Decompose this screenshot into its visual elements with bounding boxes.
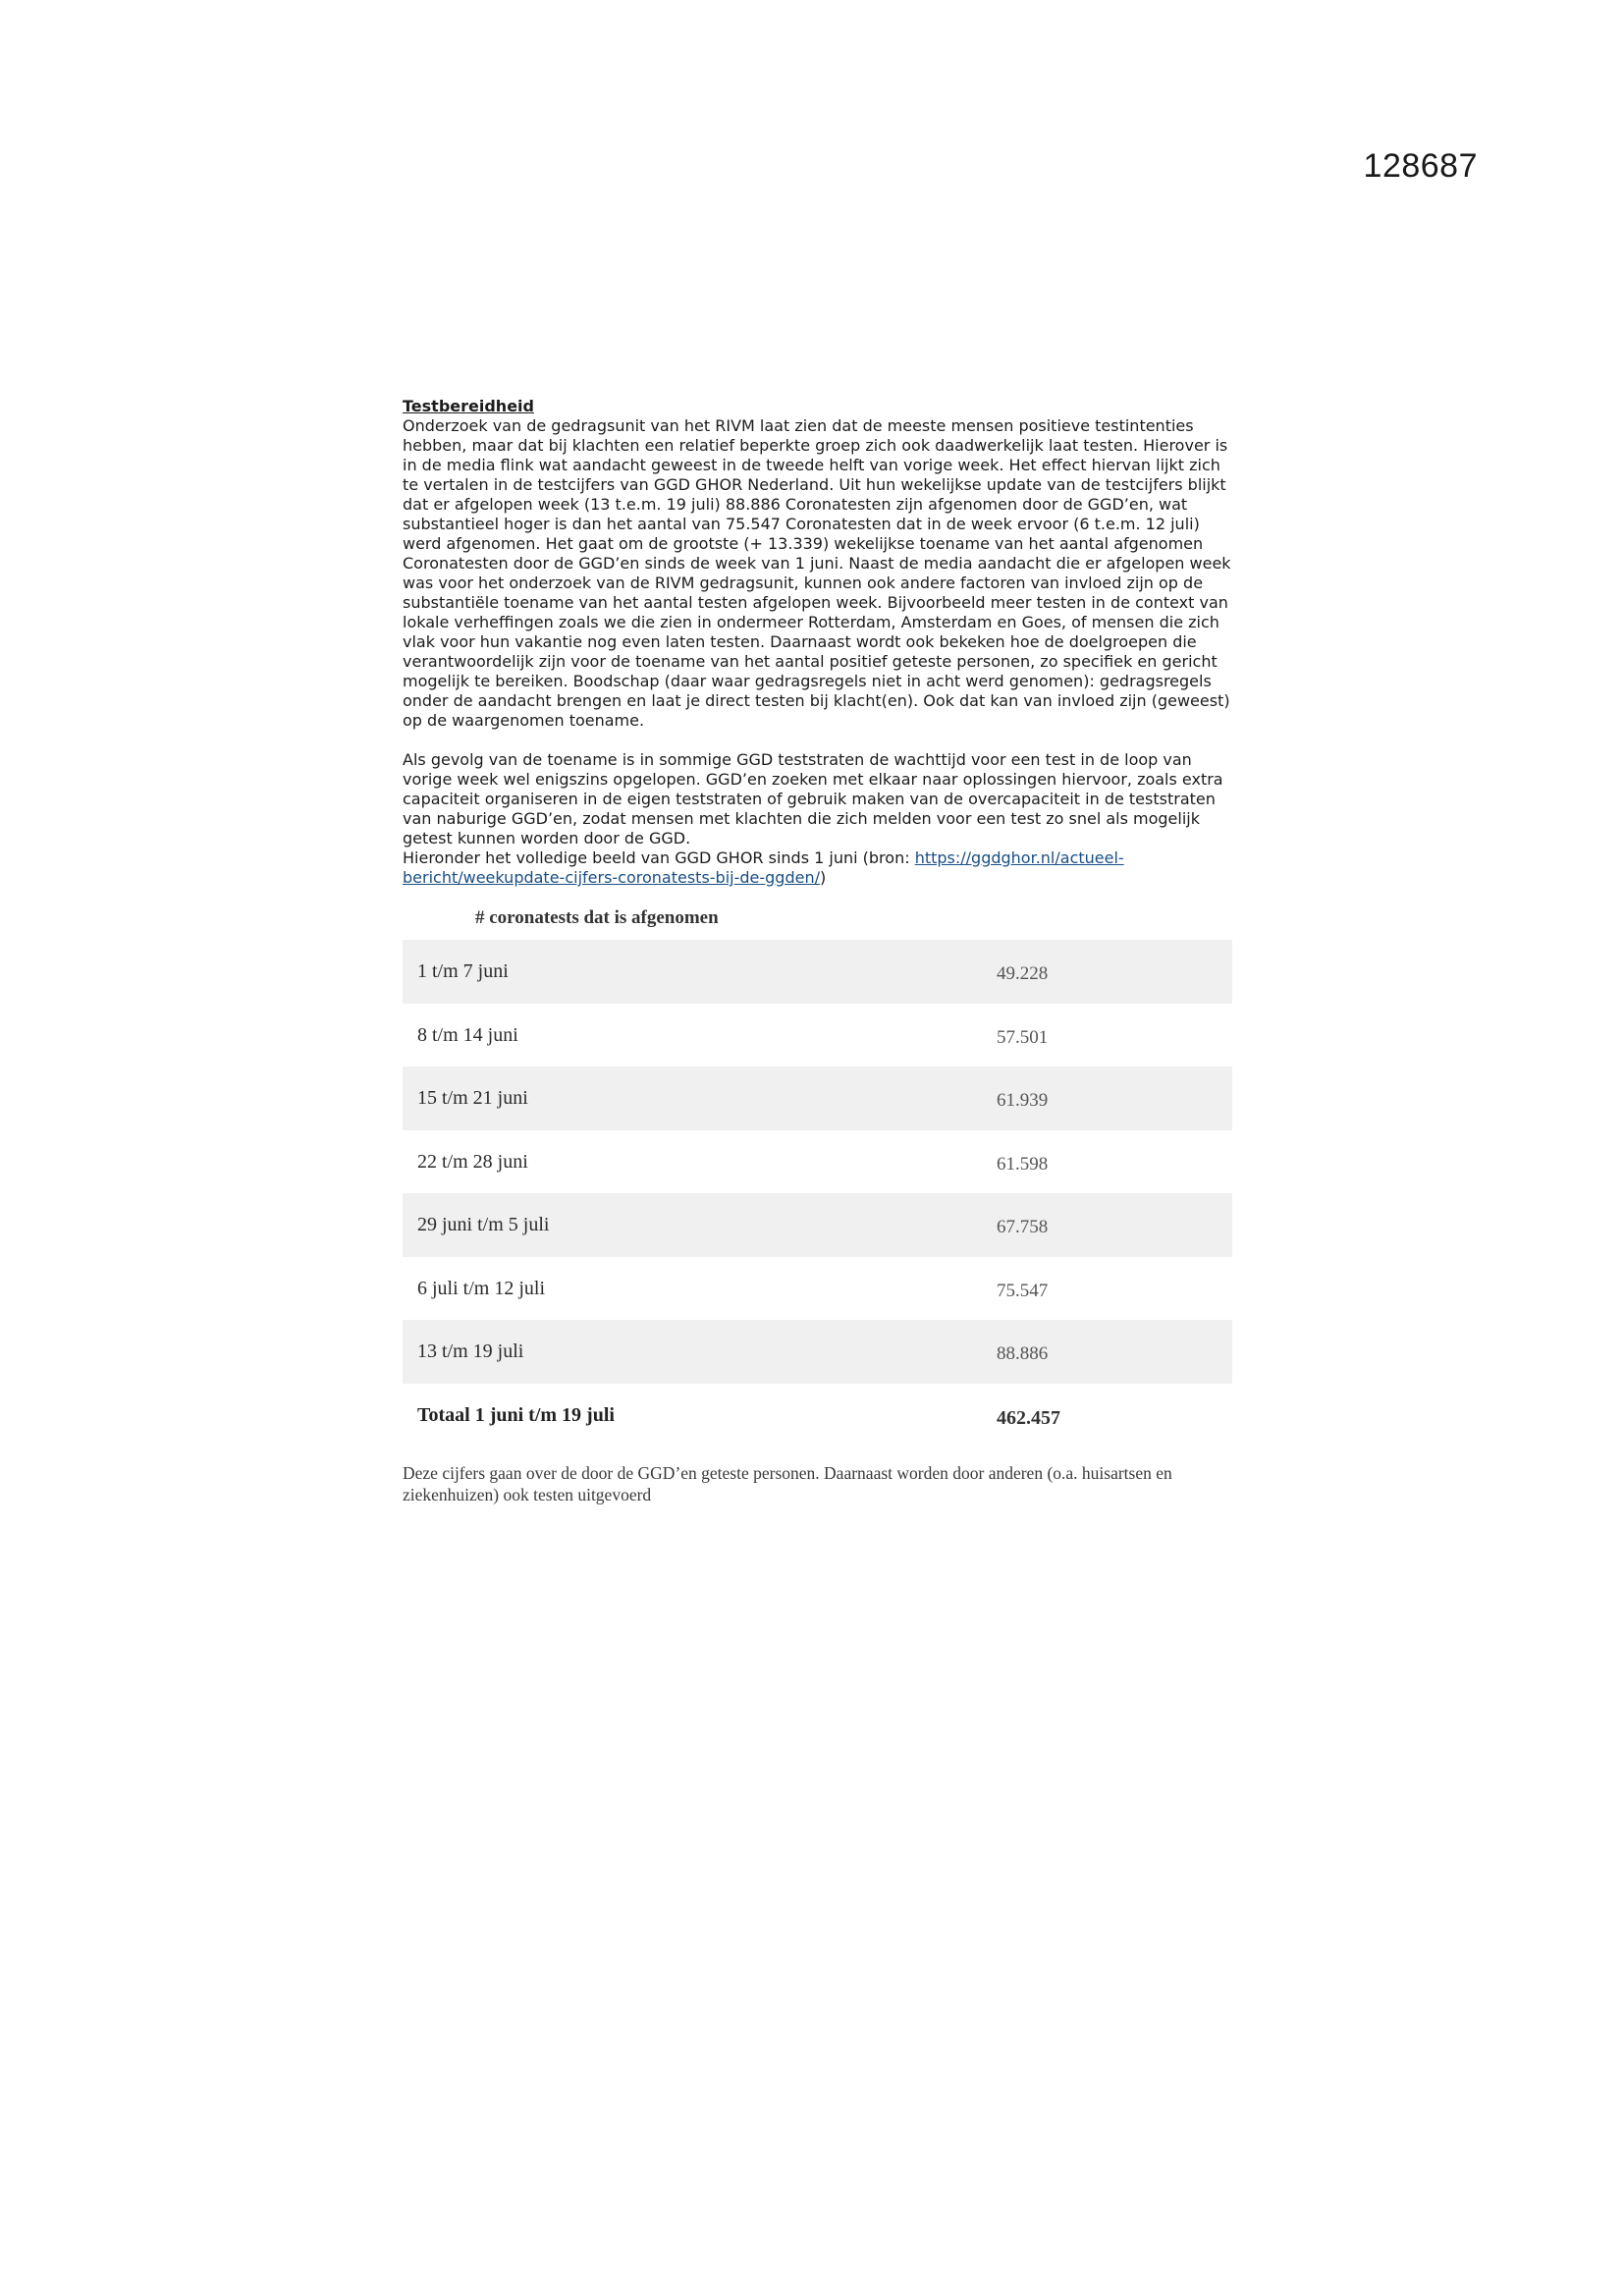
section-heading: Testbereidheid: [403, 397, 534, 415]
total-count-cell: 462.457: [997, 1384, 1232, 1448]
document-body: [403, 397, 1237, 1505]
period-cell: 6 juli t/m 12 juli: [417, 1277, 546, 1299]
period-cell: 13 t/m 19 juli: [403, 1320, 997, 1384]
table-row: [403, 940, 1232, 1004]
total-row: [403, 1384, 1232, 1448]
source-link[interactable]: https://ggdghor.nl/actueel-bericht/weekupdate-cijfers-coronatests-bij-de-ggden/: [403, 848, 1124, 887]
period-cell: 15 t/m 21 juni: [403, 1066, 997, 1130]
period-cell: 8 t/m 14 juni: [417, 1023, 518, 1046]
document-number: 128687: [1363, 147, 1478, 185]
count-cell: 67.758: [997, 1193, 1232, 1257]
paragraph-2: Als gevolg van de toename is in sommige GGD teststraten de wachttijd voor een test in de loop van vorige week wel enigszins opgelopen. GGD’en zoeken met elkaar naar oplossingen hiervoor, zoals extra capaciteit organiseren in de eigen teststraten of gebruik maken van de overcapaciteit in de teststraten van naburige GGD’en, zodat mensen met klachten die zich melden voor een test zo snel als mogelijk getest kunnen worden door de GGD.: [403, 750, 1223, 847]
period-cell: 29 juni t/m 5 juli: [403, 1193, 997, 1257]
count-cell: 61.939: [997, 1066, 1232, 1130]
count-cell: 61.598: [997, 1153, 1049, 1175]
total-period-cell: Totaal 1 juni t/m 19 juli: [403, 1384, 997, 1448]
table-row: [403, 1257, 1232, 1321]
table-row: [403, 1066, 1232, 1130]
paragraph-1: Onderzoek van de gedragsunit van het RIVM laat zien dat de meeste mensen positieve testintenties hebben, maar dat bij klachten een relatief beperkte groep zich ook daadwerkelijk laat testen. Hierover is in de media flink wat aandacht geweest in de tweede helft van vorige week. Het effect hiervan lijkt zich te vertalen in de testcijfers van GGD GHOR Nederland. Uit hun wekelijkse update van de testcijfers blijkt dat er afgelopen week (13 t.e.m. 19 juli) 88.886 Coronatesten zijn afgenomen door de GGD’en, wat substantieel hoger is dan het aantal van 75.547 Coronatesten dat in de week ervoor (6 t.e.m. 12 juli) werd afgenomen. Het gaat om de grootste (+ 13.339) wekelijkse toename van het aantal afgenomen Coronatesten door de GGD’en sinds de week van 1 juni. Naast de media aandacht die er afgelopen week was voor het onderzoek van de RIVM gedragsunit, kunnen ook andere factoren van invloed zijn op de substantiële toename van het aantal testen afgelopen week. Bijvoorbeeld meer testen in de context van lokale verheffingen zoals we die zien in ondermeer Rotterdam, Amsterdam en Goes, of mensen die zich vlak voor hun vakantie nog even laten testen. Daarnaast wordt ook bekeken hoe de doelgroepen die verantwoordelijk zijn voor de toename van het aantal positief geteste personen, zo specifiek en gericht mogelijk te bereiken. Boodschap (daar waar gedragsregels niet in acht werd genomen): gedragsregels onder de aandacht brengen en laat je direct testen bij klacht(en). Ook dat kan van invloed zijn (geweest) op de waargenomen toename.: [403, 416, 1231, 730]
coronatests-table: [403, 940, 1232, 1447]
table-row: [403, 1320, 1232, 1384]
count-cell: 75.547: [997, 1280, 1049, 1301]
table-row: [403, 1130, 1232, 1194]
table-row: [403, 1004, 1232, 1067]
table-row: [403, 1193, 1232, 1257]
table-title: # coronatests dat is afgenomen: [475, 907, 719, 928]
count-cell: 49.228: [997, 940, 1232, 1004]
source-suffix: ): [820, 868, 827, 887]
count-cell: 88.886: [997, 1320, 1232, 1384]
count-cell: 57.501: [997, 1026, 1049, 1048]
source-line: [403, 848, 1237, 888]
source-prefix: Hieronder het volledige beeld van GGD GHOR sinds 1 juni (bron:: [403, 848, 915, 867]
period-cell: 22 t/m 28 juni: [417, 1150, 528, 1173]
table-footnote: Deze cijfers gaan over de door de GGD’en geteste personen. Daarnaast worden door anderen (o.a. huisartsen en ziekenhuizen) ook testen uitgevoerd: [403, 1463, 1172, 1504]
period-cell: 1 t/m 7 juni: [403, 940, 997, 1004]
